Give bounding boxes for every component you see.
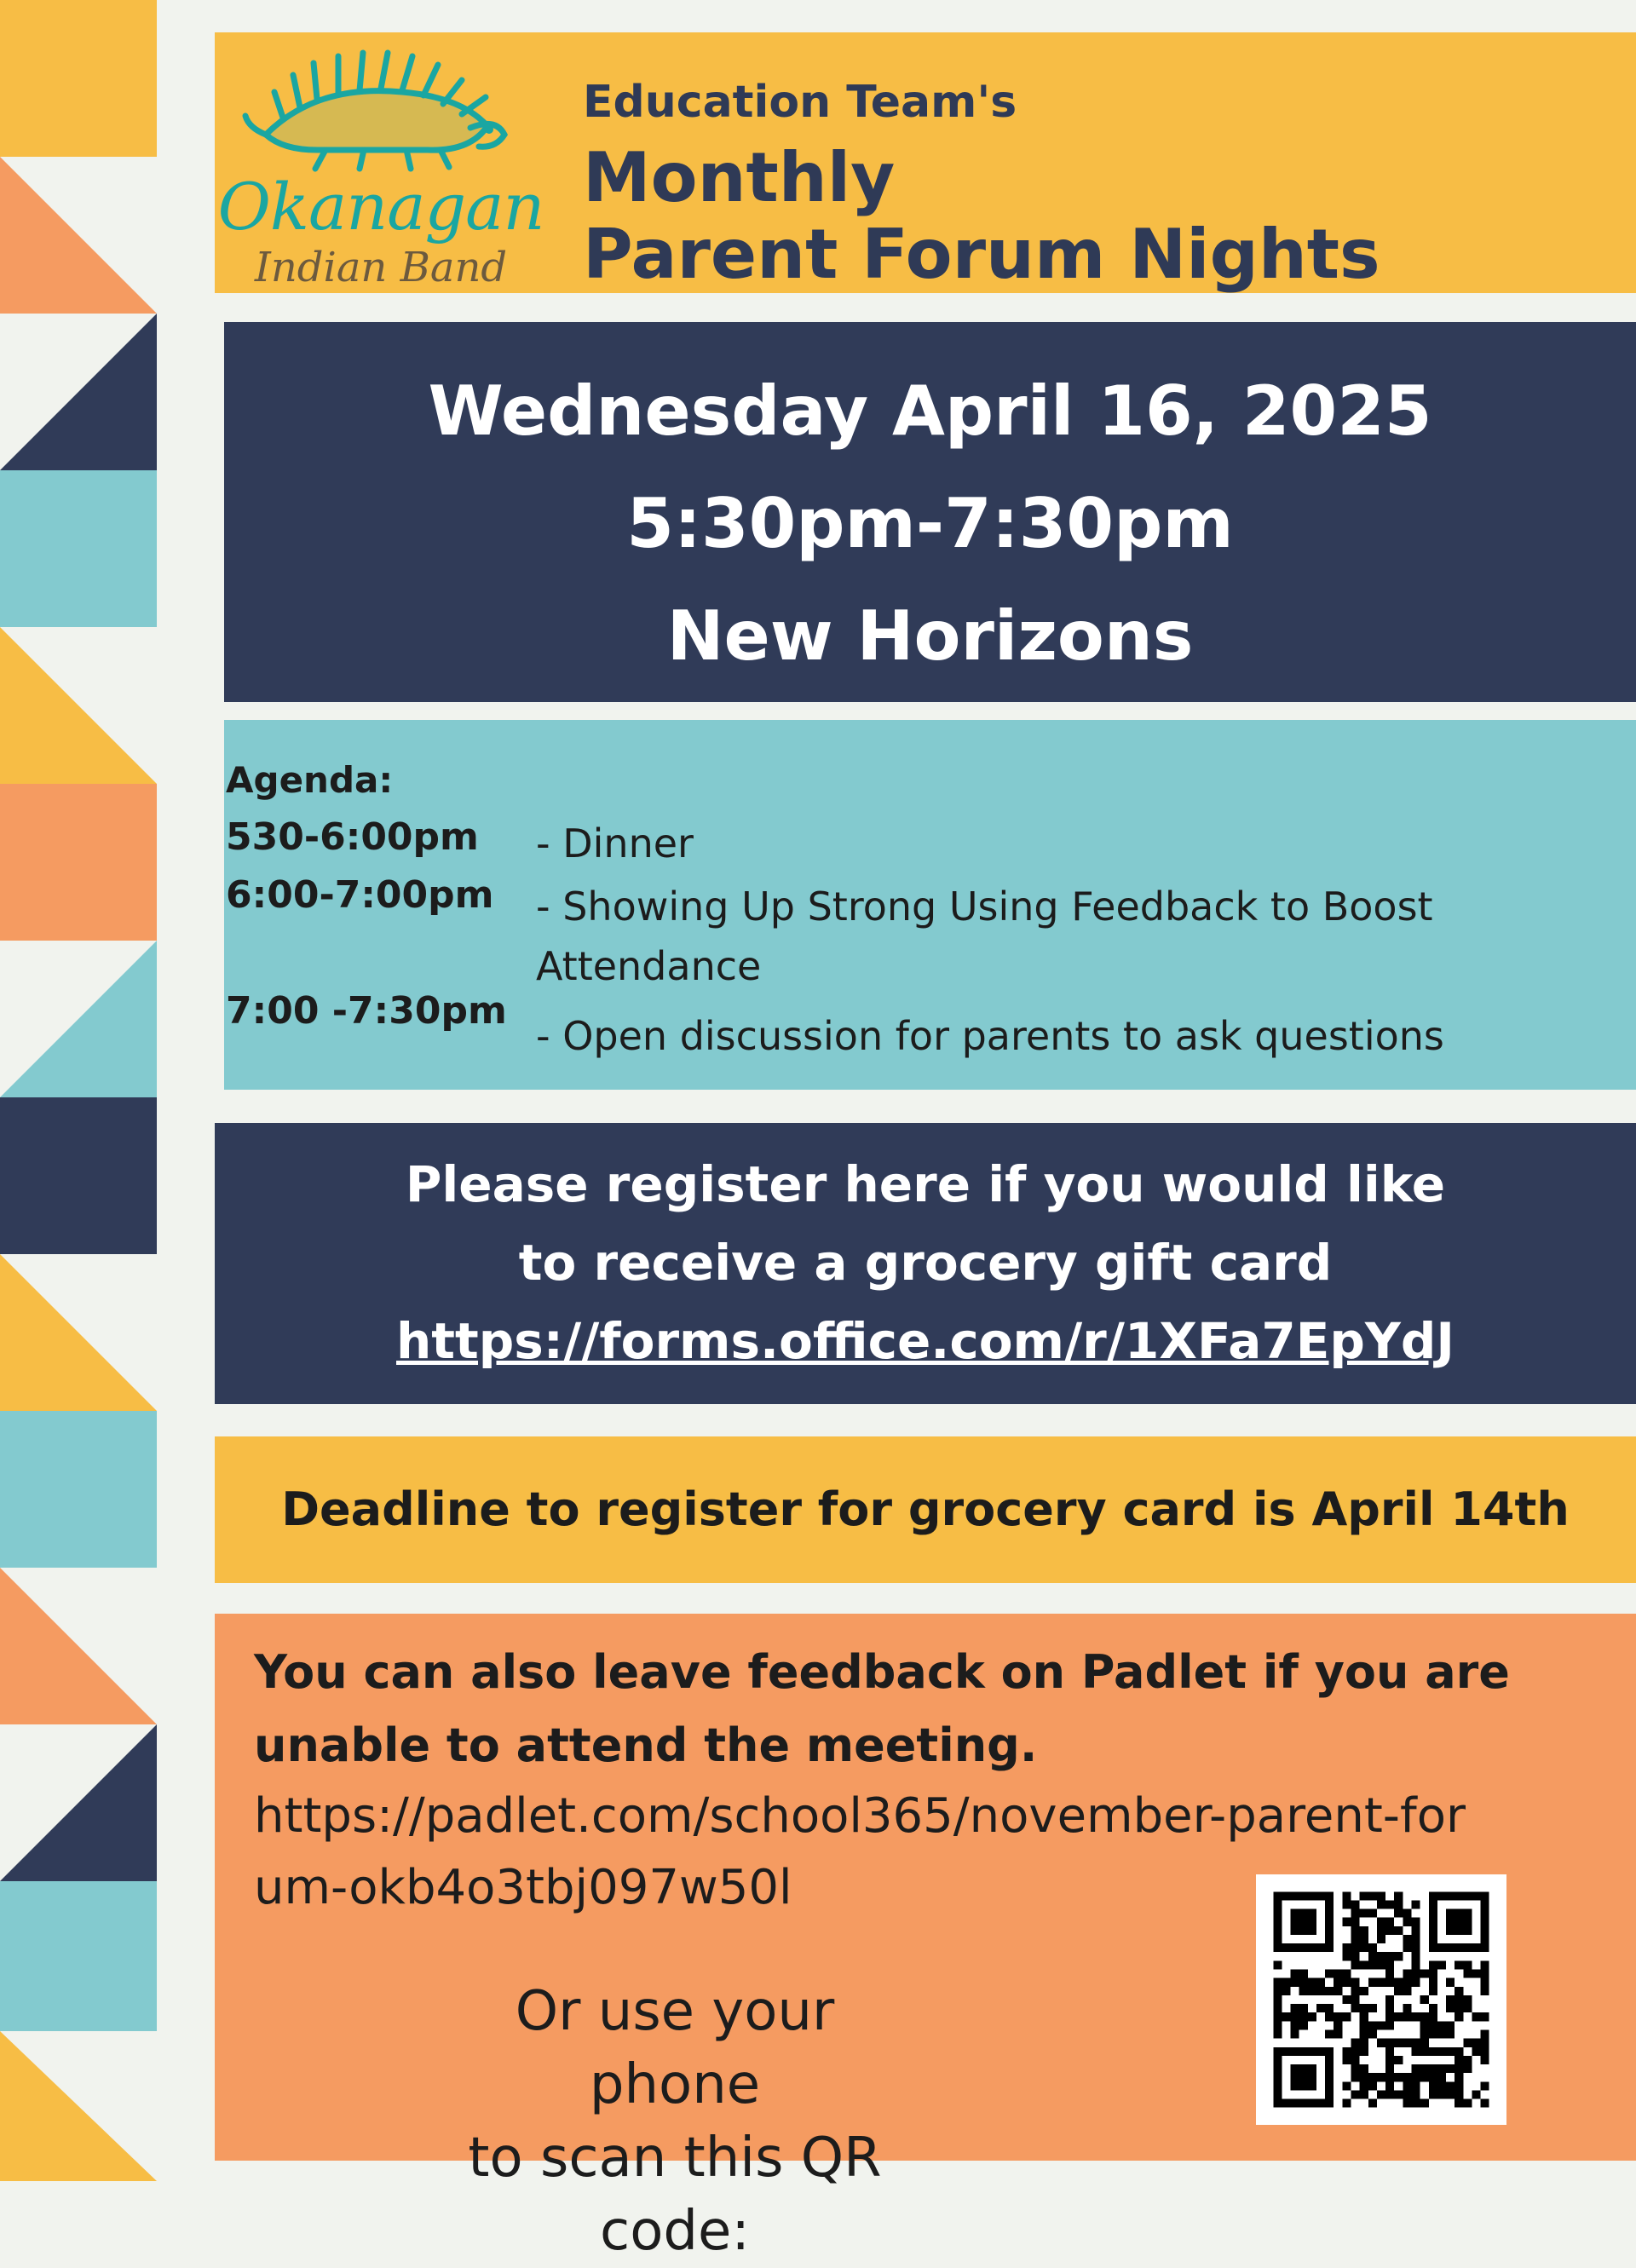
deadline-banner xyxy=(215,1436,1636,1583)
qr-code-icon[interactable] xyxy=(1256,1874,1506,2125)
logo-band-text: Indian Band xyxy=(254,244,508,291)
agenda-section xyxy=(224,720,1636,1090)
header-subtitle: Education Team's xyxy=(583,77,1017,128)
header-banner xyxy=(215,32,1636,293)
event-date: Wednesday April 16, 2025 xyxy=(428,371,1432,451)
register-text-line1: Please register here if you would like xyxy=(405,1155,1446,1213)
padlet-section xyxy=(215,1614,1636,2263)
agenda-title: Agenda: xyxy=(226,759,394,801)
event-details xyxy=(224,322,1636,702)
agenda-desc: - Open discussion for parents to ask questions xyxy=(536,1013,1444,1059)
scan-instructions xyxy=(453,1975,896,2268)
register-link[interactable]: https://forms.office.com/r/1XFa7EpYdJ xyxy=(396,1312,1455,1370)
decorative-triangle-strip xyxy=(0,0,157,2181)
agenda-time: 530-6:00pm xyxy=(226,815,479,859)
agenda-time: 7:00 -7:30pm xyxy=(226,989,507,1033)
event-time: 5:30pm-7:30pm xyxy=(626,484,1234,563)
header-title-line2: Parent Forum Nights xyxy=(583,215,1380,294)
event-location: New Horizons xyxy=(666,596,1194,676)
padlet-link[interactable]: https://padlet.com/school365/november-parent-forum-okb4o3tbj097w50l xyxy=(254,1788,1466,1915)
agenda-desc: - Dinner xyxy=(536,820,694,866)
scan-text-line1: Or use your phone xyxy=(515,1980,835,2116)
agenda-time: 6:00-7:00pm xyxy=(226,873,494,917)
register-section xyxy=(215,1123,1636,1404)
okanagan-logo xyxy=(215,32,547,293)
agenda-desc: - Showing Up Strong Using Feedback to Boost Attendance xyxy=(536,884,1433,989)
padlet-message: You can also leave feedback on Padlet if you are unable to attend the meeting. xyxy=(254,1645,1510,1772)
header-title-line1: Monthly xyxy=(583,138,896,217)
porcupine-icon xyxy=(215,32,547,177)
register-text-line2: to receive a grocery gift card xyxy=(518,1234,1333,1292)
scan-text-line2: to scan this QR code: xyxy=(468,2127,882,2263)
deadline-text: Deadline to register for grocery card is April 14th xyxy=(281,1482,1570,1536)
logo-okanagan-text: Okanagan xyxy=(217,169,544,245)
